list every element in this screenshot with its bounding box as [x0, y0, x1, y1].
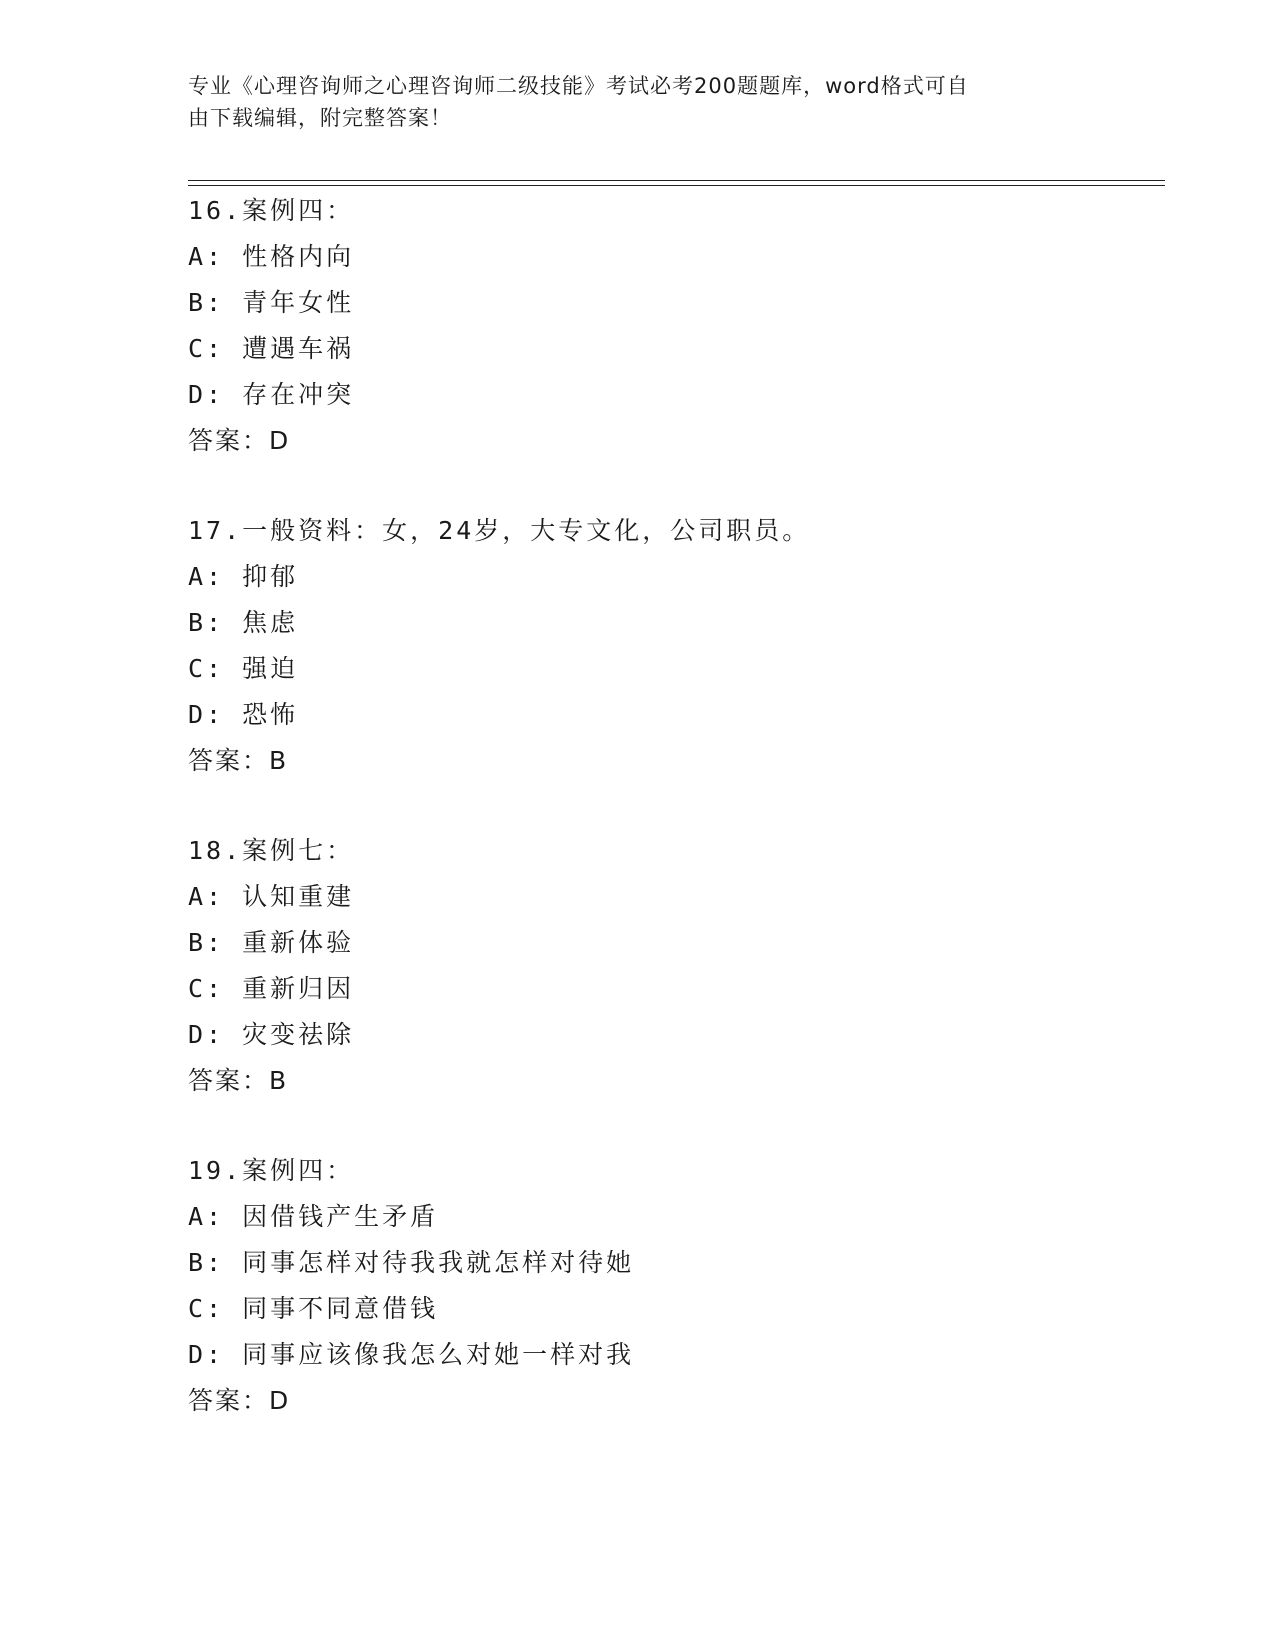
question-stem: 16.案例四：: [188, 196, 355, 225]
option-b: B: 同事怎样对待我我就怎样对待她: [188, 1248, 635, 1277]
document-header: [188, 70, 1088, 134]
option-d: D: 同事应该像我怎么对她一样对我: [188, 1340, 635, 1369]
option-d: D: 存在冲突: [188, 380, 355, 409]
header-line-2: 由下载编辑，附完整答案！: [188, 106, 452, 130]
option-d: D: 恐怖: [188, 700, 299, 729]
option-c: C: 同事不同意借钱: [188, 1294, 439, 1323]
header-line-1: 专业《心理咨询师之心理咨询师二级技能》考试必考200题题库，word格式可自: [188, 74, 969, 98]
option-c: C: 强迫: [188, 654, 299, 683]
question-stem: 17.一般资料：女，24岁，大专文化，公司职员。: [188, 516, 811, 545]
option-c: C: 遭遇车祸: [188, 334, 355, 363]
question-18: [188, 828, 1148, 1104]
option-b: B: 重新体验: [188, 928, 355, 957]
question-17: [188, 508, 1148, 784]
header-divider-bottom: [188, 185, 1165, 186]
header-divider-top: [188, 180, 1165, 181]
answer-line: 答案：D: [188, 426, 291, 455]
answer-line: 答案：B: [188, 746, 289, 775]
option-d: D: 灾变祛除: [188, 1020, 355, 1049]
answer-line: 答案：D: [188, 1386, 291, 1415]
question-stem: 18.案例七：: [188, 836, 355, 865]
option-b: B: 焦虑: [188, 608, 299, 637]
option-a: A: 抑郁: [188, 562, 299, 591]
question-stem: 19.案例四：: [188, 1156, 355, 1185]
option-a: A: 因借钱产生矛盾: [188, 1202, 439, 1231]
answer-line: 答案：B: [188, 1066, 289, 1095]
question-list: [188, 188, 1148, 1468]
option-b: B: 青年女性: [188, 288, 355, 317]
question-19: [188, 1148, 1148, 1424]
option-a: A: 认知重建: [188, 882, 355, 911]
option-c: C: 重新归因: [188, 974, 355, 1003]
option-a: A: 性格内向: [188, 242, 355, 271]
question-16: [188, 188, 1148, 464]
